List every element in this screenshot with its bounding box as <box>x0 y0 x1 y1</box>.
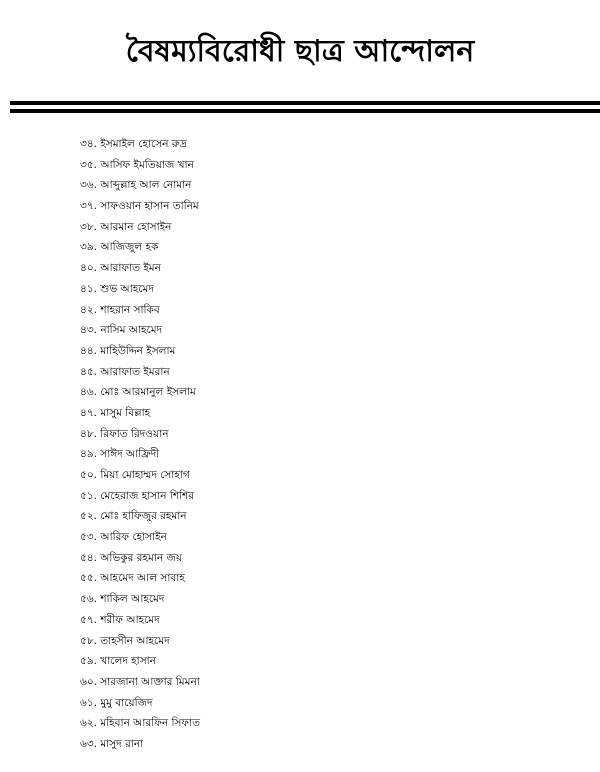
list-item: ৪১. শুভ আহমেদ <box>80 282 154 295</box>
list-item: ৫৬. শাকিল আহমেদ <box>80 593 165 606</box>
list-item: ৬০. সারজানা আক্তার মিমনা <box>80 675 200 688</box>
list-item: ৪৯. সাঈদ আফ্রিদী <box>80 448 160 461</box>
list-item: ৪৭. মাসুম বিল্লাহ <box>80 406 151 419</box>
header-rule-top <box>10 101 600 105</box>
list-item: ৪৪. মাহিউদ্দিন ইসলাম <box>80 344 176 357</box>
header-rule-bottom <box>10 109 600 113</box>
list-item: ৪৩. নাসিম আহমেদ <box>80 324 163 337</box>
list-item: ৪২. শাহরান সাকিব <box>80 303 160 316</box>
list-item: ৫২. মোঃ হাফিজুর রহমান <box>80 510 187 523</box>
list-item: ৫৫. আহমেদ আল সাবাহ <box>80 572 185 585</box>
list-item: ৪৮. রিফাত রিদওয়ান <box>80 427 169 440</box>
list-item: ৪৫. আরাফাত ইমরান <box>80 365 170 378</box>
list-item: ৫১. মেহেরাজ হাসান শিশির <box>80 489 195 502</box>
list-item: ৫০. মিয়া মোহাম্মদ সোহাগ <box>80 469 190 481</box>
list-item: ৫৩. আরিফ হোসাইন <box>80 531 167 544</box>
list-item: ৪০. আরাফাত ইমন <box>80 262 161 275</box>
list-item: ৫৮. তাহসীন আহমেদ <box>80 634 170 647</box>
list-item: ৩৬. আব্দুল্লাহ আল নোমান <box>80 179 192 192</box>
list-item: ৬৩. মাসুদ রানা <box>80 737 144 750</box>
list-item: ৫৭. শরীফ আহমেদ <box>80 613 160 626</box>
list-item: ৬১. মুমু বায়েজিদ <box>80 696 153 709</box>
list-item: ৩৪. ইসমাইল হোসেন রুদ্র <box>80 138 187 150</box>
list-item: ৫৯. খালেদ হাসান <box>80 655 156 668</box>
name-list <box>80 134 200 755</box>
list-item: ৫৪. অভিকুর রহমান জয় <box>80 551 183 564</box>
list-item: ৩৯. আজিজুল হক <box>80 241 159 254</box>
list-item: ৩৭. সাফওয়ান হাসান তানিম <box>80 200 199 213</box>
list-item: ৪৬. মোঃ আরমানুল ইসলাম <box>80 386 196 399</box>
list-item: ৩৮. আরমান হোসাইন <box>80 220 172 233</box>
document-title: বৈষম্যবিরোধী ছাত্র আন্দোলন <box>125 34 475 69</box>
list-item: ৩৫. আসিফ ইমতিয়াজ খান <box>80 158 194 171</box>
list-item: ৬২. মহিবান আরফিন সিফাত <box>80 717 201 730</box>
